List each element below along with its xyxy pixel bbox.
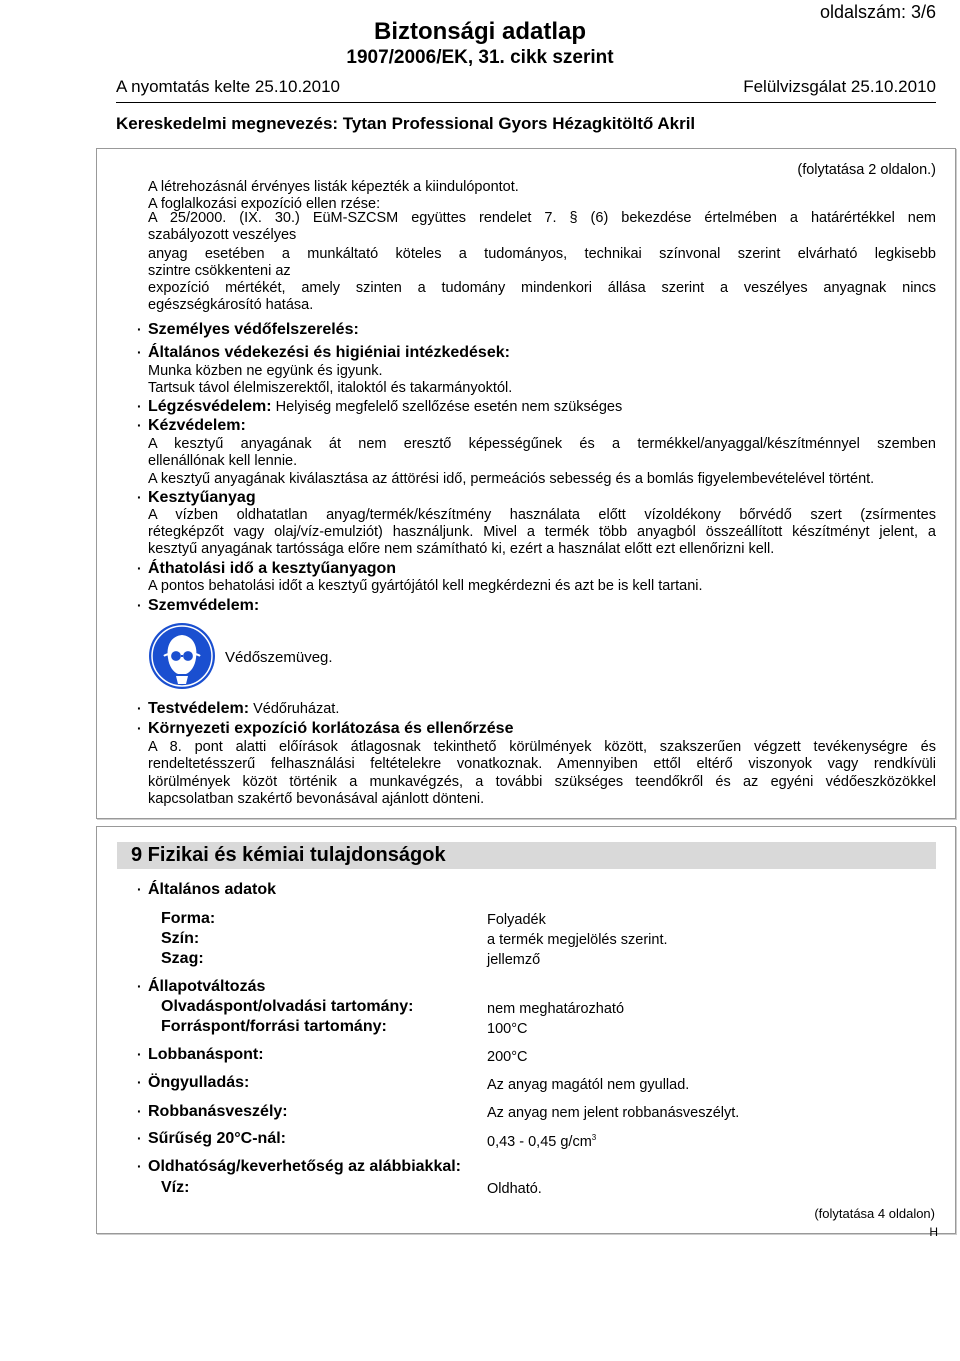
text-line: kapcsolatban szakértő bevonásával ajánlott dönteni.	[148, 791, 485, 807]
bullet-dot: ·	[137, 881, 142, 897]
respiratory-protection	[148, 398, 622, 416]
text-line: A kesztyű anyagának kiválasztása az áttörési idő, permeációs sebesség és a bomlás figyelembevételével történt.	[148, 471, 875, 487]
general-data-heading: Általános adatok	[148, 881, 277, 898]
safety-goggles-icon	[148, 622, 216, 690]
form-value: Folyadék	[487, 912, 546, 928]
environmental-exposure-heading: Környezeti expozíció korlátozása és ellenőrzése	[148, 720, 514, 737]
self-ignition-value: Az anyag magától nem gyullad.	[487, 1077, 690, 1093]
page-number: oldalszám: 3/6	[819, 2, 936, 22]
continued-from: (folytatása 2 oldalon.)	[797, 162, 936, 178]
bullet-dot: ·	[137, 597, 142, 613]
footer-language-mark: H	[929, 1225, 938, 1239]
text-line: A vízben oldhatatlan anyag/termék/készítmény használata előtt vízoldékony bőrvédő szert (zsírmentes	[148, 507, 936, 523]
hand-protection-heading: Kézvédelem:	[148, 417, 246, 434]
density-value	[487, 1133, 596, 1150]
glove-material-heading: Kesztyűanyag	[148, 489, 256, 506]
continued-on: (folytatása 4 oldalon)	[814, 1206, 935, 1221]
boiling-point-label: Forráspont/forrási tartomány:	[161, 1018, 387, 1035]
header-divider	[116, 102, 936, 103]
form-label: Forma:	[161, 910, 216, 927]
personal-protection-heading: Személyes védőfelszerelés:	[148, 321, 359, 338]
text-line: ellenállónak kell lennie.	[148, 453, 298, 469]
water-label: Víz:	[161, 1179, 190, 1196]
print-date: A nyomtatás kelte 25.10.2010	[116, 77, 340, 96]
text-line: rendeltetésszerű felhasználási feltételekre vonatkoznak. Amennyiben ettől eltérő viszonyok vagy rendkívüli	[148, 756, 936, 772]
text-line: A pontos behatolási időt a kesztyű gyártójától kell megkérdezni és azt be is kell tartani.	[148, 578, 703, 594]
body-protection-text: Védőruházat.	[253, 701, 340, 717]
explosion-hazard-label: Robbanásveszély:	[148, 1103, 288, 1120]
text-line: A kesztyű anyagának át nem eresztő képességűnek és a termékkel/anyaggal/készítménnyel szemben	[148, 436, 936, 452]
general-measures-heading: Általános védekezési és higiéniai intézkedések:	[148, 344, 510, 361]
bullet-dot: ·	[137, 1130, 142, 1146]
bullet-dot: ·	[137, 1046, 142, 1062]
bullet-dot: ·	[137, 1074, 142, 1090]
bullet-dot: ·	[137, 720, 142, 736]
text-line: szintre csökkenteni az	[148, 263, 291, 279]
text-line: anyag esetében a munkáltató köteles a tudományos, technikai színvonal szerint elvárható legkisebb	[148, 246, 936, 262]
trade-name: Kereskedelmi megnevezés: Tytan Professional Gyors Hézagkitöltő Akril	[116, 114, 696, 133]
boiling-point-value: 100°C	[487, 1021, 528, 1037]
document-subtitle: 1907/2006/EK, 31. cikk szerint	[346, 47, 614, 68]
solubility-label: Oldhatóság/keverhetőség az alábbiakkal:	[148, 1158, 462, 1175]
self-ignition-label: Öngyulladás:	[148, 1074, 250, 1091]
explosion-hazard-value: Az anyag nem jelent robbanásveszélyt.	[487, 1105, 740, 1121]
bullet-dot: ·	[137, 344, 142, 360]
text-line: A 25/2000. (IX. 30.) EüM-SZCSM együttes rendelet 7. § (6) bekezdése értelmében a határértékkel nem	[148, 210, 936, 226]
text-line: rétegképzőt vagy olaj/víz-emulziót) használjunk. Mivel a termék több anyagból összeállított készítményt jelent, a	[148, 524, 936, 540]
bullet-dot: ·	[137, 321, 142, 337]
respiratory-label: Légzésvédelem:	[148, 398, 272, 415]
text-line: expozíció mértékét, amely szinten a tudomány mindenkori állása szerint a veszélyes anyagnak nincs	[148, 280, 936, 296]
bullet-dot: ·	[137, 700, 142, 716]
bullet-dot: ·	[137, 1103, 142, 1119]
document-title: Biztonsági adatlap	[373, 18, 587, 45]
body-protection	[148, 700, 339, 718]
text-line: kesztyű anyagának tartóssága előre nem számítható ki, ezért a használat előtt ezt ellenőrizni kell.	[148, 541, 775, 557]
bullet-dot: ·	[137, 489, 142, 505]
flash-point-value: 200°C	[487, 1049, 528, 1065]
text-line: A foglalkozási expozíció ellen rzése:	[148, 196, 381, 212]
state-change-heading: Állapotváltozás	[148, 978, 266, 995]
body-protection-label: Testvédelem:	[148, 700, 250, 717]
color-value: a termék megjelölés szerint.	[487, 932, 668, 948]
melting-point-value: nem meghatározható	[487, 1001, 625, 1017]
odor-label: Szag:	[161, 950, 204, 967]
text-line: Tartsuk távol élelmiszerektől, italoktól és takarmányoktól.	[148, 380, 513, 396]
bullet-dot: ·	[137, 398, 142, 414]
respiratory-text: Helyiség megfelelő szellőzése esetén nem szükséges	[275, 399, 623, 415]
flash-point-label: Lobbanáspont:	[148, 1046, 264, 1063]
review-date: Felülvizsgálat 25.10.2010	[743, 77, 936, 96]
bullet-dot: ·	[137, 1158, 142, 1174]
text-line: körülmények közöt történik a munkavégzés, a további szükséges teendőkről és az egyéni védőeszközökkel	[148, 774, 936, 790]
color-label: Szín:	[161, 930, 200, 947]
density-label: Sűrűség 20°C-nál:	[148, 1130, 286, 1147]
bullet-dot: ·	[137, 560, 142, 576]
odor-value: jellemző	[487, 952, 541, 968]
text-line: Munka közben ne együnk és igyunk.	[148, 363, 383, 379]
eye-protection-heading: Szemvédelem:	[148, 597, 260, 614]
section-9-title-bar	[117, 842, 936, 869]
text-line: egészségkárosító hatása.	[148, 297, 314, 313]
melting-point-label: Olvadáspont/olvadási tartomány:	[161, 998, 414, 1015]
text-line: A 8. pont alatti előírások átlagosnak tekinthető körülmények között, szakszerűen végzett tevékenységre és	[148, 739, 936, 755]
density-unit-superscript: 3	[591, 1133, 597, 1142]
bullet-dot: ·	[137, 417, 142, 433]
penetration-time-heading: Áthatolási idő a kesztyűanyagon	[148, 560, 397, 577]
bullet-dot: ·	[137, 978, 142, 994]
eye-protection-text: Védőszemüveg.	[225, 649, 333, 666]
density-number: 0,43 - 0,45 g/cm	[487, 1133, 592, 1150]
water-value: Oldható.	[487, 1181, 542, 1197]
text-line: A létrehozásnál érvényes listák képezték a kiindulópontot.	[148, 179, 519, 195]
text-line: szabályozott veszélyes	[148, 227, 297, 243]
section-9-title: 9 Fizikai és kémiai tulajdonságok	[131, 844, 446, 866]
